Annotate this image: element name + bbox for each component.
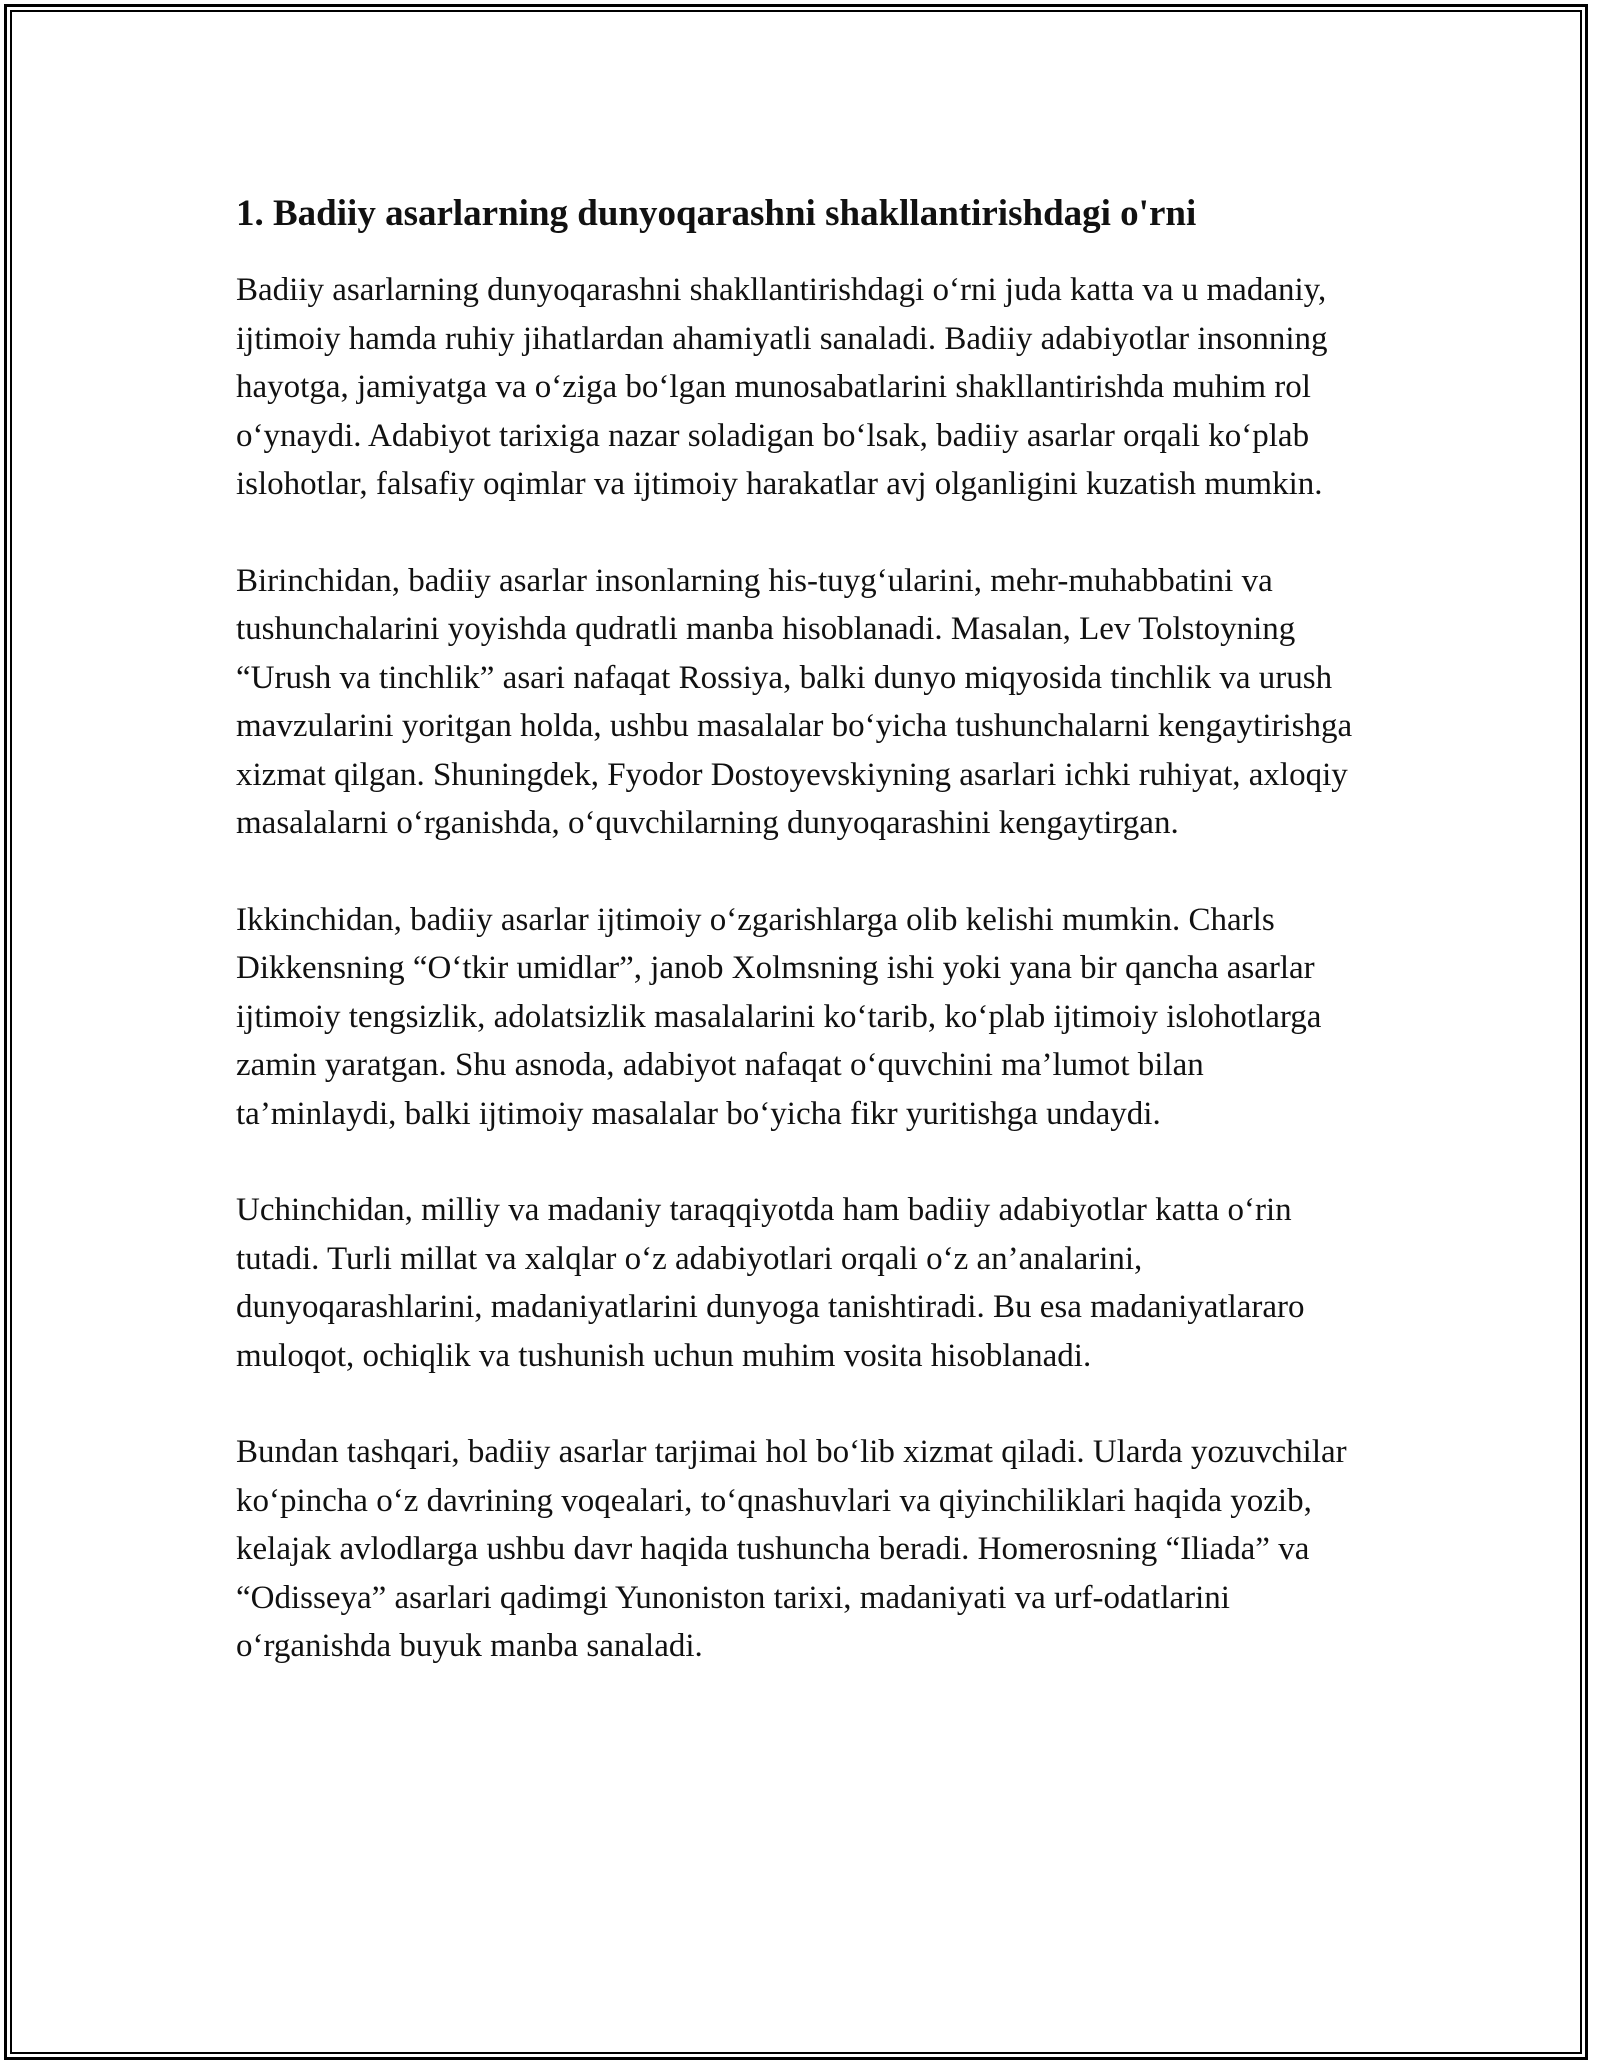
- paragraph-intro: Badiiy asarlarning dunyoqarashni shakllantirishdagi o‘rni juda katta va u madaniy, ijtimoiy hamda ruhiy jihatlardan ahamiyatli sanaladi. Badiiy adabiyotlar insonning hayotga, jamiyatga va o‘ziga bo‘lgan munosabatlarini shakllantirishda muhim rol o‘ynaydi. Adabiyot tarixiga nazar soladigan bo‘lsak, badiiy asarlar orqali ko‘plab islohotlar, falsafiy oqimlar va ijtimoiy harakatlar avj olganligini kuzatish mumkin.: [236, 272, 1328, 502]
- document-body: [236, 188, 1366, 1719]
- section-title: 1. Badiiy asarlarning dunyoqarashni shakllantirishdagi o'rni: [236, 193, 1197, 234]
- paragraph-second-point: Ikkinchidan, badiiy asarlar ijtimoiy o‘zgarishlarga olib kelishi mumkin. Charls Dikkensning “O‘tkir umidlar”, janob Xolmsning ishi yoki yana bir qancha asarlar ijtimoiy tengsizlik, adolatsizlik masalalarini ko‘tarib, ko‘plab ijtimoiy islohotlarga zamin yaratgan. Shu asnoda, adabiyot nafaqat o‘quvchini ma’lumot bilan ta’minlaydi, balki ijtimoiy masalalar bo‘yicha fikr yuritishga undaydi.: [236, 901, 1322, 1132]
- paragraph-first-point: Birinchidan, badiiy asarlar insonlarning his-tuyg‘ularini, mehr-muhabbatini va tushunchalarini yoyishda qudratli manba hisoblanadi. Masalan, Lev Tolstoyning “Urush va tinchlik” asari nafaqat Rossiya, balki dunyo miqyosida tinchlik va urush mavzularini yoritgan holda, ushbu masalalar bo‘yicha tushunchalarni kengaytirishga xizmat qilgan. Shuningdek, Fyodor Dostoyevskiyning asarlari ichki ruhiyat, axloqiy masalalarni o‘rganishda, o‘quvchilarning dunyoqarashini kengaytirgan.: [236, 562, 1353, 841]
- paragraph-conclusion: Bundan tashqari, badiiy asarlar tarjimai hol bo‘lib xizmat qiladi. Ularda yozuvchilar ko‘pincha o‘z davrining voqealari, to‘qnashuvlari va qiyinchiliklari haqida yozib, kelajak avlodlarga ushbu davr haqida tushuncha beradi. Homerosning “Iliada” va “Odisseya” asarlari qadimgi Yunoniston tarixi, madaniyati va urf-odatlarini o‘rganishda buyuk manba sanaladi.: [236, 1434, 1347, 1664]
- paragraph-third-point: Uchinchidan, milliy va madaniy taraqqiyotda ham badiiy adabiyotlar katta o‘rin tutadi. Turli millat va xalqlar o‘z adabiyotlari orqali o‘z an’analarini, dunyoqarashlarini, madaniyatlarini dunyoga tanishtiradi. Bu esa madaniyatlararo muloqot, ochiqlik va tushunish uchun muhim vosita hisoblanadi.: [236, 1192, 1305, 1374]
